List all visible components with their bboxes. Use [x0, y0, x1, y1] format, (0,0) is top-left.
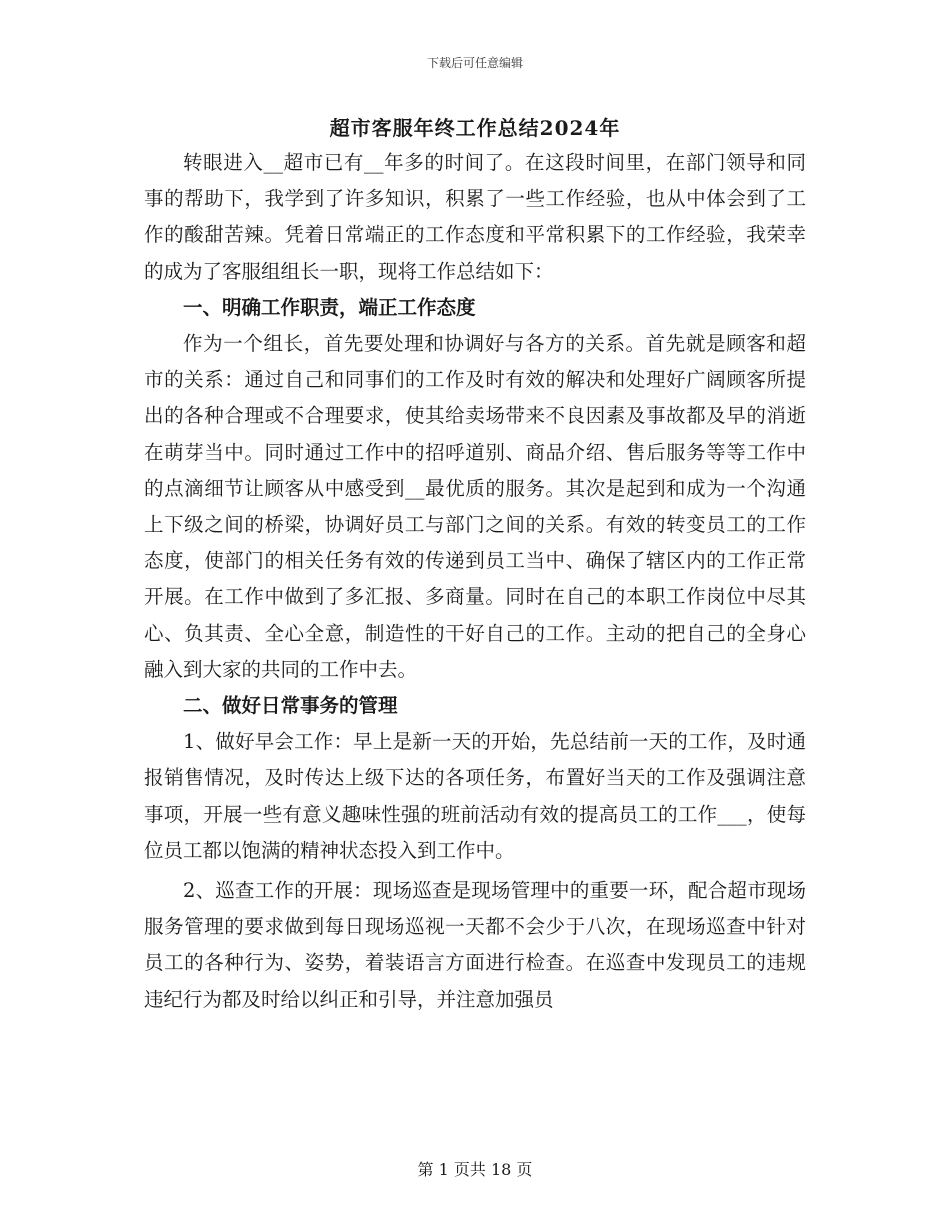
section-2-heading: 二、做好日常事务的管理 [183, 694, 398, 718]
page-number: 第 1 页共 18 页 [417, 1160, 533, 1179]
section-2-item-2: 2、巡查工作的开展：现场巡查是现场管理中的重要一环，配合超市现场服务管理的要求做到每日现场巡视一天都不会少于八次，在现场巡查中针对员工的各种行为、姿势，着装语言方面进行检查。在巡查中发现员工的违规违纪行为都及时给以纠正和引导，并注意加强员 [144, 879, 806, 1011]
intro-paragraph: 转眼进入__超市已有__年多的时间了。在这段时间里，在部门领导和同事的帮助下，我学到了许多知识，积累了一些工作经验，也从中体会到了工作的酸甜苦辣。凭着日常端正的工作态度和平常积累下的工作经验，我荣幸的成为了客服组组长一职，现将工作总结如下： [144, 151, 806, 283]
document-title: 超市客服年终工作总结2024年 [329, 116, 621, 140]
section-1-paragraph: 作为一个组长，首先要处理和协调好与各方的关系。首先就是顾客和超市的关系：通过自己和同事们的工作及时有效的解决和处理好广阔顾客所提出的各种合理或不合理要求，使其给卖场带来不良因素及事故都及早的消逝在萌芽当中。同时通过工作中的招呼道别、商品介绍、售后服务等等工作中的点滴细节让顾客从中感受到__最优质的服务。其次是起到和成为一个沟通上下级之间的桥梁，协调好员工与部门之间的关系。有效的转变员工的工作态度，使部门的相关任务有效的传递到员工当中、确保了辖区内的工作正常开展。在工作中做到了多汇报、多商量。同时在自己的本职工作岗位中尽其心、负其责、全心全意，制造性的干好自己的工作。主动的把自己的全身心融入到大家的共同的工作中去。 [144, 332, 806, 681]
document-body [144, 145, 806, 1018]
section-1-heading: 一、明确工作职责，端正工作态度 [183, 295, 476, 319]
section-2-item-1: 1、做好早会工作：早上是新一天的开始，先总结前一天的工作，及时通报销售情况，及时传达上级下达的各项任务，布置好当天的工作及强调注意事项，开展一些有意义趣味性强的班前活动有效的提高员工的工作___，使每位员工都以饱满的精神状态投入到工作中。 [144, 730, 806, 862]
page-header-note: 下载后可任意编辑 [426, 56, 523, 70]
